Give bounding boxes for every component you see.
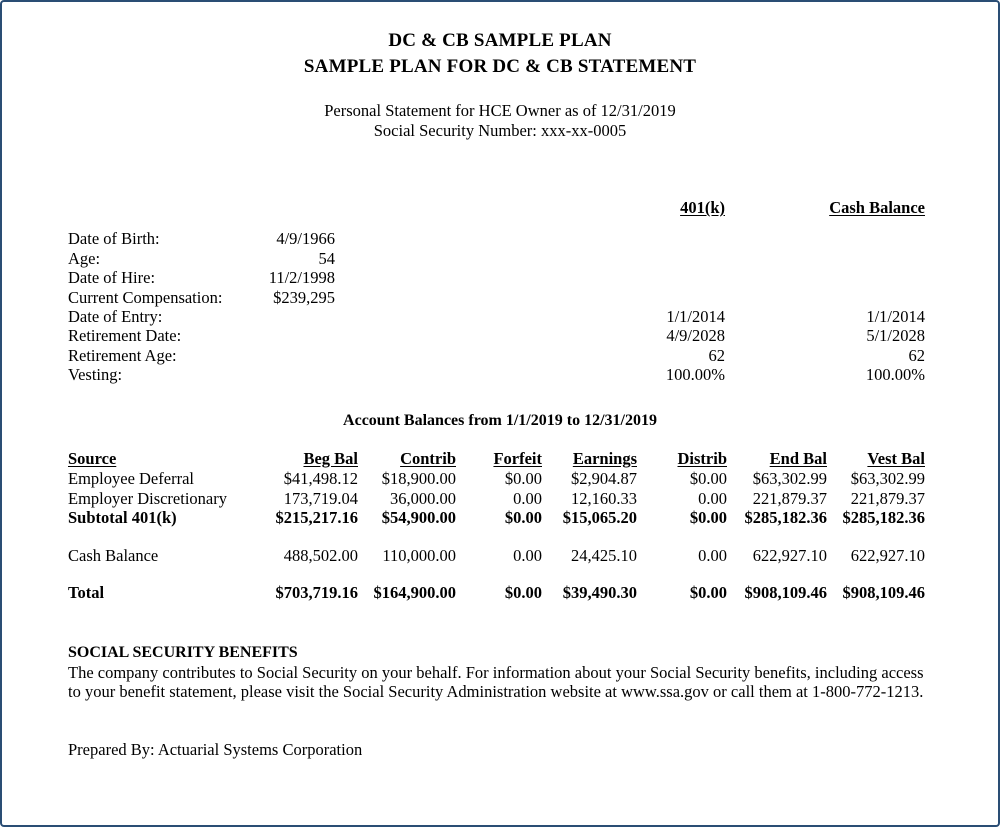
table-row-spacer [68, 565, 925, 583]
info-value-cash-balance: 5/1/2028 [866, 326, 925, 346]
column-header-beg-bal: Beg Bal [303, 449, 358, 468]
cell-earnings: 24,425.10 [571, 545, 637, 565]
cell-forfeit: 0.00 [513, 488, 542, 508]
info-value-401k: 100.00% [665, 365, 725, 385]
cell-earnings: $15,065.20 [562, 508, 637, 528]
spacer-cell [255, 565, 358, 583]
info-row-date-of-birth [68, 229, 925, 248]
info-value-cash-balance: 62 [908, 345, 925, 365]
info-value-cash-balance: 100.00% [865, 365, 925, 385]
cell-source: Cash Balance [68, 545, 159, 565]
social-security-section [68, 643, 930, 702]
column-header-distrib: Distrib [677, 449, 727, 468]
cell-end-bal: 221,879.37 [752, 488, 827, 508]
table-row-total [68, 583, 925, 602]
info-spacer [335, 346, 535, 365]
info-row-retirement-date [68, 326, 925, 345]
info-value: 11/2/1998 [268, 268, 335, 288]
spacer-cell [827, 528, 925, 546]
info-row-date-of-hire [68, 268, 925, 287]
cell-forfeit: $0.00 [504, 583, 542, 603]
info-value-401k: 1/1/2014 [666, 307, 725, 327]
spacer-cell [637, 528, 727, 546]
info-value-401k: 4/9/2028 [666, 326, 725, 346]
info-label: Retirement Age: [68, 345, 177, 365]
cell-distrib: 0.00 [698, 488, 727, 508]
info-spacer [335, 249, 535, 268]
document-subtitle [2, 101, 998, 141]
social-security-heading: SOCIAL SECURITY BENEFITS [68, 644, 298, 661]
info-spacer [335, 288, 535, 307]
cell-earnings: $39,490.30 [562, 583, 637, 603]
info-value [268, 365, 335, 384]
table-row [68, 489, 925, 508]
column-header-end-bal: End Bal [769, 449, 827, 468]
info-value-401k: 62 [708, 345, 725, 365]
cell-contrib: $18,900.00 [381, 469, 456, 489]
info-value-401k [535, 288, 725, 307]
column-header-401k: 401(k) [680, 198, 725, 217]
info-label: Age: [68, 248, 101, 268]
cell-source: Total [68, 583, 105, 603]
cell-forfeit: $0.00 [504, 508, 542, 528]
info-value [268, 346, 335, 365]
spacer-cell [358, 565, 456, 583]
social-security-body: The company contributes to Social Security on your behalf. For information about your Social Security benefits, including access to your benefit statement, please visit the Social Security Administration website at www.ssa.gov or call them at 1-800-772-1213. [68, 663, 924, 702]
info-label: Date of Birth: [68, 229, 160, 249]
cell-beg-bal: 173,719.04 [283, 488, 358, 508]
column-header-cash-balance: Cash Balance [829, 198, 925, 217]
info-value [268, 307, 335, 326]
info-spacer [335, 229, 535, 248]
spacer-cell [542, 565, 637, 583]
column-header-vest-bal: Vest Bal [867, 449, 925, 468]
cell-distrib: 0.00 [698, 545, 727, 565]
cell-end-bal: $285,182.36 [744, 508, 827, 528]
spacer-cell [637, 565, 727, 583]
column-header-forfeit: Forfeit [493, 449, 542, 468]
document-title [2, 28, 998, 80]
column-header-contrib: Contrib [400, 449, 456, 468]
info-spacer [335, 307, 535, 326]
spacer-cell [456, 528, 542, 546]
info-label: Date of Entry: [68, 307, 163, 327]
info-value-401k [535, 268, 725, 287]
table-row [68, 469, 925, 488]
info-row-date-of-entry [68, 307, 925, 326]
cell-vest-bal: $908,109.46 [842, 583, 925, 603]
cell-beg-bal: 488,502.00 [283, 545, 358, 565]
info-value-401k [535, 229, 725, 248]
cell-beg-bal: $703,719.16 [275, 583, 358, 603]
spacer-cell [456, 565, 542, 583]
cell-end-bal: $63,302.99 [752, 469, 827, 489]
cell-beg-bal: $41,498.12 [283, 469, 358, 489]
column-header-earnings: Earnings [572, 449, 637, 468]
info-row-retirement-age [68, 346, 925, 365]
info-value: 54 [318, 248, 335, 268]
participant-info-table [68, 198, 925, 385]
spacer-cell [68, 565, 255, 583]
column-header-source: Source [68, 449, 117, 468]
info-value-cash-balance: 1/1/2014 [866, 307, 925, 327]
cell-contrib: $164,900.00 [373, 583, 456, 603]
info-header-blank-value [268, 198, 335, 229]
info-row-vesting [68, 365, 925, 384]
cell-distrib: $0.00 [689, 508, 727, 528]
cell-source: Employee Deferral [68, 469, 194, 489]
info-spacer [335, 268, 535, 287]
participant-info-header-row [68, 198, 925, 229]
cell-contrib: $54,900.00 [381, 508, 456, 528]
subtitle-line-2: Social Security Number: xxx-xx-0005 [373, 121, 627, 140]
info-value-cash-balance [725, 288, 925, 307]
info-label: Current Compensation: [68, 287, 223, 307]
table-header-row [68, 449, 925, 469]
cell-contrib: 36,000.00 [390, 488, 456, 508]
info-header-spacer [335, 198, 535, 229]
info-label: Vesting: [68, 365, 123, 385]
cell-earnings: 12,160.33 [571, 488, 637, 508]
info-spacer [335, 365, 535, 384]
spacer-cell [68, 528, 255, 546]
cell-earnings: $2,904.87 [571, 469, 637, 489]
info-label: Retirement Date: [68, 326, 182, 346]
cell-forfeit: $0.00 [504, 469, 542, 489]
cell-distrib: $0.00 [689, 583, 727, 603]
cell-forfeit: 0.00 [513, 545, 542, 565]
account-balances-heading: Account Balances from 1/1/2019 to 12/31/2019 [343, 412, 657, 429]
cell-end-bal: $908,109.46 [744, 583, 827, 603]
spacer-cell [358, 528, 456, 546]
info-header-blank [68, 198, 268, 229]
info-value [268, 326, 335, 345]
subtitle-line-1: Personal Statement for HCE Owner as of 12/31/2019 [324, 101, 676, 120]
info-value: $239,295 [273, 287, 335, 307]
cell-distrib: $0.00 [689, 469, 727, 489]
cell-vest-bal: $285,182.36 [842, 508, 925, 528]
info-value-cash-balance [725, 229, 925, 248]
cell-source: Subtotal 401(k) [68, 508, 177, 528]
cell-vest-bal: $63,302.99 [850, 469, 925, 489]
info-row-age [68, 249, 925, 268]
spacer-cell [727, 565, 827, 583]
cell-vest-bal: 221,879.37 [850, 488, 925, 508]
table-row-subtotal [68, 508, 925, 527]
info-label: Date of Hire: [68, 268, 156, 288]
info-spacer [335, 326, 535, 345]
prepared-by-line: Prepared By: Actuarial Systems Corporation [68, 740, 363, 759]
spacer-cell [542, 528, 637, 546]
statement-sheet [2, 2, 998, 825]
table-row-spacer [68, 528, 925, 546]
info-value-401k [535, 249, 725, 268]
spacer-cell [255, 528, 358, 546]
cell-beg-bal: $215,217.16 [275, 508, 358, 528]
title-line-2: SAMPLE PLAN FOR DC & CB STATEMENT [303, 56, 697, 77]
spacer-cell [827, 565, 925, 583]
spacer-cell [727, 528, 827, 546]
cell-contrib: 110,000.00 [382, 545, 456, 565]
info-value-cash-balance [725, 249, 925, 268]
cell-source: Employer Discretionary [68, 488, 227, 508]
cell-end-bal: 622,927.10 [752, 545, 827, 565]
account-balances-table [68, 449, 925, 602]
info-row-current-compensation [68, 288, 925, 307]
table-row [68, 546, 925, 565]
info-value: 4/9/1966 [276, 229, 335, 249]
cell-vest-bal: 622,927.10 [850, 545, 925, 565]
title-line-1: DC & CB SAMPLE PLAN [388, 30, 612, 51]
info-value-cash-balance [725, 268, 925, 287]
